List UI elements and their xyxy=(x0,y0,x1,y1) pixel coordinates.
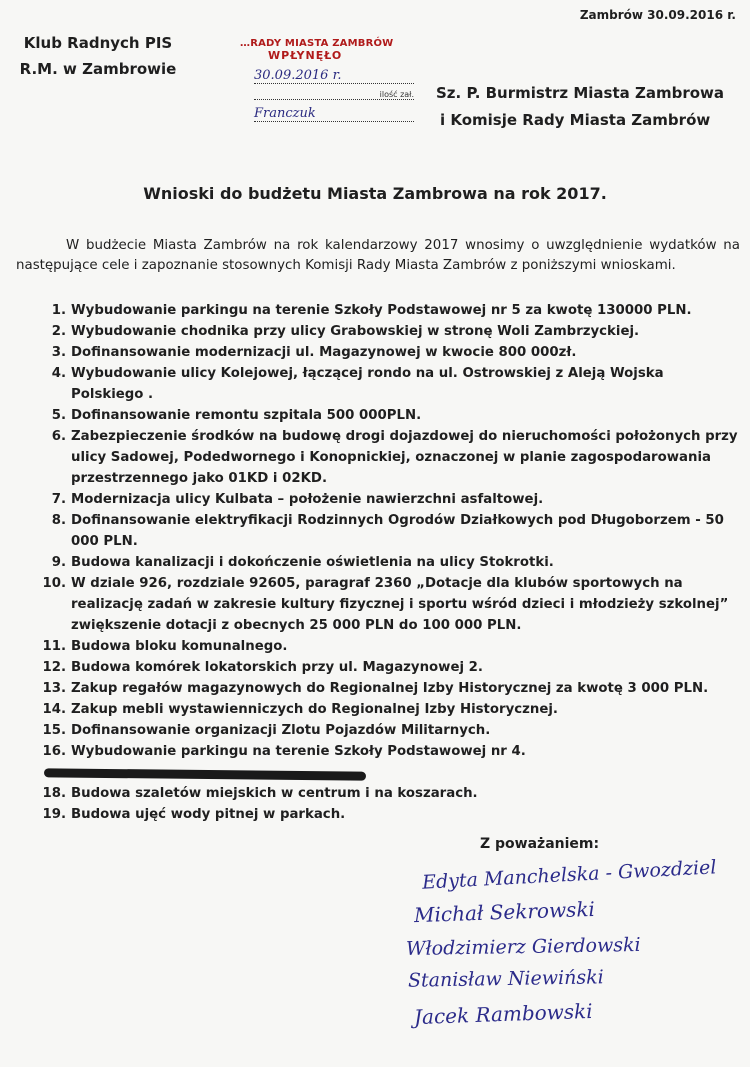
list-item xyxy=(14,699,740,720)
stamp-date: 30.09.2016 r. xyxy=(254,68,414,84)
item-number: 3. xyxy=(51,345,66,360)
document-title: Wnioski do budżetu Miasta Zambrowa na rok 2017. xyxy=(143,184,607,203)
intro-text: W budżecie Miasta Zambrów na rok kalendarzowy 2017 wnosimy o uwzględnienie wydatków na następujące cele i zapoznanie stosownych Komisji Rady Miasta Zambrów z poniższymi wnioskami. xyxy=(16,238,740,273)
item-text: Budowa ujęć wody pitnej w parkach. xyxy=(71,807,346,822)
item-number: 9. xyxy=(51,555,66,570)
list-item xyxy=(14,804,740,825)
item-number: 10. xyxy=(42,576,66,591)
sender-line-1: Klub Radnych PIS xyxy=(23,34,173,52)
item-text: Wybudowanie ulicy Kolejowej, łączącej rondo na ul. Ostrowskiej z Aleją Wojska Polskiego . xyxy=(71,366,664,402)
item-text: Budowa szaletów miejskich w centrum i na koszarach. xyxy=(71,786,478,801)
stamp-attachments-label: ilość zał. xyxy=(254,90,414,100)
sender-block xyxy=(14,30,182,82)
item-text: Zakup mebli wystawienniczych do Regionalnej Izby Historycznej. xyxy=(71,702,558,717)
item-number: 7. xyxy=(51,492,66,507)
list-item xyxy=(14,300,740,321)
item-number: 14. xyxy=(42,702,66,717)
item-number: 16. xyxy=(42,744,66,759)
intro-paragraph xyxy=(16,236,740,276)
item-number: 15. xyxy=(42,723,66,738)
item-text: Budowa bloku komunalnego. xyxy=(71,639,288,654)
list-item xyxy=(14,489,740,510)
received-stamp xyxy=(240,38,420,124)
item-text: Zabezpieczenie środków na budowę drogi dojazdowej do nieruchomości położonych przy ulicy Sadowej, Podedwornego i Konopnickiej, oznaczonej w planie zagospodarowania przestrzennego jako 01KD i 02KD. xyxy=(71,429,738,486)
list-item xyxy=(14,342,740,363)
item-number: 2. xyxy=(51,324,66,339)
item-text: Dofinansowanie elektryfikacji Rodzinnych Ogrodów Działkowych pod Długoborzem - 50 000 PLN. xyxy=(71,513,724,549)
list-item xyxy=(14,657,740,678)
stamp-office: …RADY MIASTA ZAMBRÓW xyxy=(240,38,394,49)
item-text: Dofinansowanie remontu szpitala 500 000PLN. xyxy=(71,408,422,423)
list-item xyxy=(14,321,740,342)
list-item xyxy=(14,720,740,741)
list-item xyxy=(14,552,740,573)
list-item xyxy=(14,573,740,636)
item-text: Wybudowanie chodnika przy ulicy Grabowskiej w stronę Woli Zambrzyckiej. xyxy=(71,324,640,339)
list-item xyxy=(14,741,740,762)
closing-phrase: Z poważaniem: xyxy=(480,836,600,852)
item-text: W dziale 926, rozdziale 92605, paragraf 2360 „Dotacje dla klubów sportowych na realizację zadań w zakresie kultury fizycznej i sportu wśród dzieci i młodzieży szkolnej” zwiększenie dotacji z obecnych 25 000 PLN do 100 000 PLN. xyxy=(71,576,729,633)
list-item xyxy=(14,510,740,552)
item-number: 18. xyxy=(42,786,66,801)
item-text: Wybudowanie parkingu na terenie Szkoły Podstawowej nr 5 za kwotę 130000 PLN. xyxy=(71,303,692,318)
item-number: 4. xyxy=(51,366,66,381)
sender-line-2: R.M. w Zambrowie xyxy=(19,60,177,78)
signature: Włodzimierz Gierdowski xyxy=(405,933,641,961)
item-number: 8. xyxy=(51,513,66,528)
redaction-mark xyxy=(44,768,366,780)
stamp-received: WPŁYNĘŁO xyxy=(268,49,343,62)
item-number: 11. xyxy=(42,639,66,654)
list-item xyxy=(14,405,740,426)
item-number: 19. xyxy=(42,807,66,822)
item-number: 6. xyxy=(51,429,66,444)
item-number: 13. xyxy=(42,681,66,696)
item-text: Modernizacja ulicy Kulbata – położenie nawierzchni asfaltowej. xyxy=(71,492,544,507)
signature: Edyta Manchelska - Gwozdziel xyxy=(421,856,717,894)
item-text: Zakup regałów magazynowych do Regionalnej Izby Historycznej za kwotę 3 000 PLN. xyxy=(71,681,709,696)
addressee-line-2: i Komisje Rady Miasta Zambrów xyxy=(440,111,711,129)
addressee-line-1: Sz. P. Burmistrz Miasta Zambrowa xyxy=(436,84,725,102)
signature: Stanisław Niewiński xyxy=(407,966,604,992)
list-item xyxy=(14,783,740,804)
item-text: Wybudowanie parkingu na terenie Szkoły Podstawowej nr 4. xyxy=(71,744,526,759)
list-item xyxy=(14,426,740,489)
item-number: 12. xyxy=(42,660,66,675)
item-text: Budowa komórek lokatorskich przy ul. Magazynowej 2. xyxy=(71,660,483,675)
list-item xyxy=(14,678,740,699)
item-number: 1. xyxy=(51,303,66,318)
item-text: Dofinansowanie organizacji Zlotu Pojazdów Militarnych. xyxy=(71,723,491,738)
signature: Michał Sekrowski xyxy=(413,896,596,928)
redacted-item xyxy=(14,762,740,783)
list-item xyxy=(14,636,740,657)
list-item xyxy=(14,363,740,405)
item-text: Budowa kanalizacji i dokończenie oświetlenia na ulicy Stokrotki. xyxy=(71,555,554,570)
stamp-initials: Franczuk xyxy=(254,106,414,122)
proposals-list xyxy=(14,300,740,825)
addressee-block xyxy=(436,80,724,134)
item-text: Dofinansowanie modernizacji ul. Magazynowej w kwocie 800 000zł. xyxy=(71,345,577,360)
signature: Jacek Rambowski xyxy=(413,998,593,1030)
item-number: 5. xyxy=(51,408,66,423)
letter-date: Zambrów 30.09.2016 r. xyxy=(579,8,736,22)
